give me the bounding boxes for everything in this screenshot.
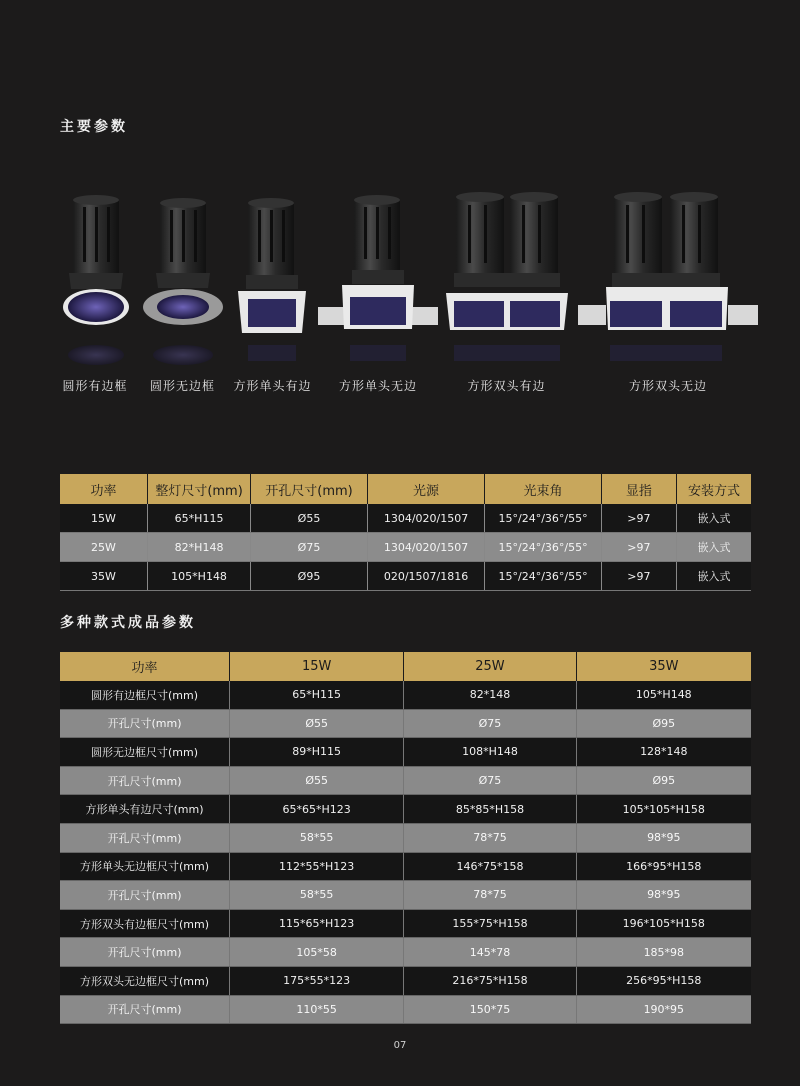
table-row [60,852,751,881]
cell: 128*148 [576,738,751,767]
header-cell: 功率 [60,652,230,681]
cell: Ø95 [251,562,368,591]
cell: 150*75 [404,995,576,1024]
table-row [60,709,751,738]
table-row [60,766,751,795]
header-cell: 整灯尺寸(mm) [147,474,250,504]
cell: 175*55*123 [230,966,404,995]
table-row [60,504,751,533]
cell: Ø55 [230,709,404,738]
cell: Ø95 [576,766,751,795]
product-square-single-trimmed [230,185,315,400]
cell: >97 [601,533,676,562]
cell: 105*105*H158 [576,795,751,824]
product-round-trimmed [55,185,135,400]
header-cell: 安装方式 [676,474,751,504]
product-square-double-trimless [578,185,758,400]
cell: 108*H148 [404,738,576,767]
cell: 166*95*H158 [576,852,751,881]
product-label: 方形单头无边 [338,379,418,393]
table-row [60,823,751,852]
cell: 方形单头无边框尺寸(mm) [60,852,230,881]
product-label: 圆形有边框 [62,379,128,393]
cell: >97 [601,504,676,533]
cell: 216*75*H158 [404,966,576,995]
cell: 020/1507/1816 [367,562,484,591]
cell: 110*55 [230,995,404,1024]
cell: Ø95 [576,709,751,738]
section-title-model-params: 多种款式成品参数 [60,615,196,631]
cell: 190*95 [576,995,751,1024]
product-round-trimless [140,185,225,400]
product-label: 方形双头无边 [628,379,708,393]
cell: 1304/020/1507 [367,533,484,562]
cell: 开孔尺寸(mm) [60,766,230,795]
cell: 开孔尺寸(mm) [60,823,230,852]
header-cell: 35W [576,652,751,681]
page-number: 07 [393,1040,407,1051]
table-row [60,738,751,767]
cell: 105*58 [230,938,404,967]
cell: 15°/24°/36°/55° [485,504,602,533]
table-header-row [60,474,751,504]
cell: 圆形无边框尺寸(mm) [60,738,230,767]
section-title-main-params: 主要参数 [60,119,128,135]
cell: 15W [60,504,147,533]
cell: 15°/24°/36°/55° [485,533,602,562]
main-spec-table [60,474,751,591]
product-label: 方形单头有边 [233,379,312,393]
cell: Ø75 [404,766,576,795]
cell: Ø55 [230,766,404,795]
header-cell: 开孔尺寸(mm) [251,474,368,504]
cell: Ø75 [404,709,576,738]
table-row [60,795,751,824]
cell: 方形双头无边框尺寸(mm) [60,966,230,995]
cell: 65*65*H123 [230,795,404,824]
cell: 105*H148 [147,562,250,591]
product-label: 圆形无边框 [149,379,216,393]
cell: Ø75 [251,533,368,562]
cell: 嵌入式 [676,533,751,562]
cell: 82*H148 [147,533,250,562]
cell: 98*95 [576,823,751,852]
table-row [60,562,751,591]
cell: 嵌入式 [676,562,751,591]
cell: 1304/020/1507 [367,504,484,533]
cell: 方形单头有边尺寸(mm) [60,795,230,824]
cell: 82*148 [404,681,576,709]
cell: 78*75 [404,881,576,910]
cell: 256*95*H158 [576,966,751,995]
product-gallery [40,185,760,400]
table-header-row [60,652,751,681]
header-cell: 15W [230,652,404,681]
cell: Ø55 [251,504,368,533]
table-row [60,995,751,1024]
cell: 58*55 [230,823,404,852]
cell: 65*H115 [147,504,250,533]
cell: 65*H115 [230,681,404,709]
header-cell: 光源 [367,474,484,504]
cell: >97 [601,562,676,591]
cell: 146*75*158 [404,852,576,881]
cell: 58*55 [230,881,404,910]
table-row [60,533,751,562]
cell: 145*78 [404,938,576,967]
cell: 开孔尺寸(mm) [60,995,230,1024]
header-cell: 显指 [601,474,676,504]
cell: 开孔尺寸(mm) [60,709,230,738]
cell: 85*85*H158 [404,795,576,824]
product-label: 方形双头有边 [467,379,546,393]
table-row [60,966,751,995]
cell: 155*75*H158 [404,909,576,938]
cell: 89*H115 [230,738,404,767]
cell: 78*75 [404,823,576,852]
product-square-double-trimmed [444,185,569,400]
cell: 98*95 [576,881,751,910]
table-row [60,938,751,967]
cell: 25W [60,533,147,562]
cell: 开孔尺寸(mm) [60,938,230,967]
cell: 15°/24°/36°/55° [485,562,602,591]
cell: 196*105*H158 [576,909,751,938]
cell: 185*98 [576,938,751,967]
cell: 105*H148 [576,681,751,709]
cell: 方形双头有边框尺寸(mm) [60,909,230,938]
cell: 圆形有边框尺寸(mm) [60,681,230,709]
header-cell: 光束角 [485,474,602,504]
table-row [60,881,751,910]
header-cell: 功率 [60,474,147,504]
cell: 115*65*H123 [230,909,404,938]
cell: 35W [60,562,147,591]
table-row [60,909,751,938]
cell: 开孔尺寸(mm) [60,881,230,910]
product-square-single-trimless [318,185,438,400]
cell: 112*55*H123 [230,852,404,881]
header-cell: 25W [404,652,576,681]
cell: 嵌入式 [676,504,751,533]
model-size-table [60,652,751,1024]
table-row [60,681,751,709]
